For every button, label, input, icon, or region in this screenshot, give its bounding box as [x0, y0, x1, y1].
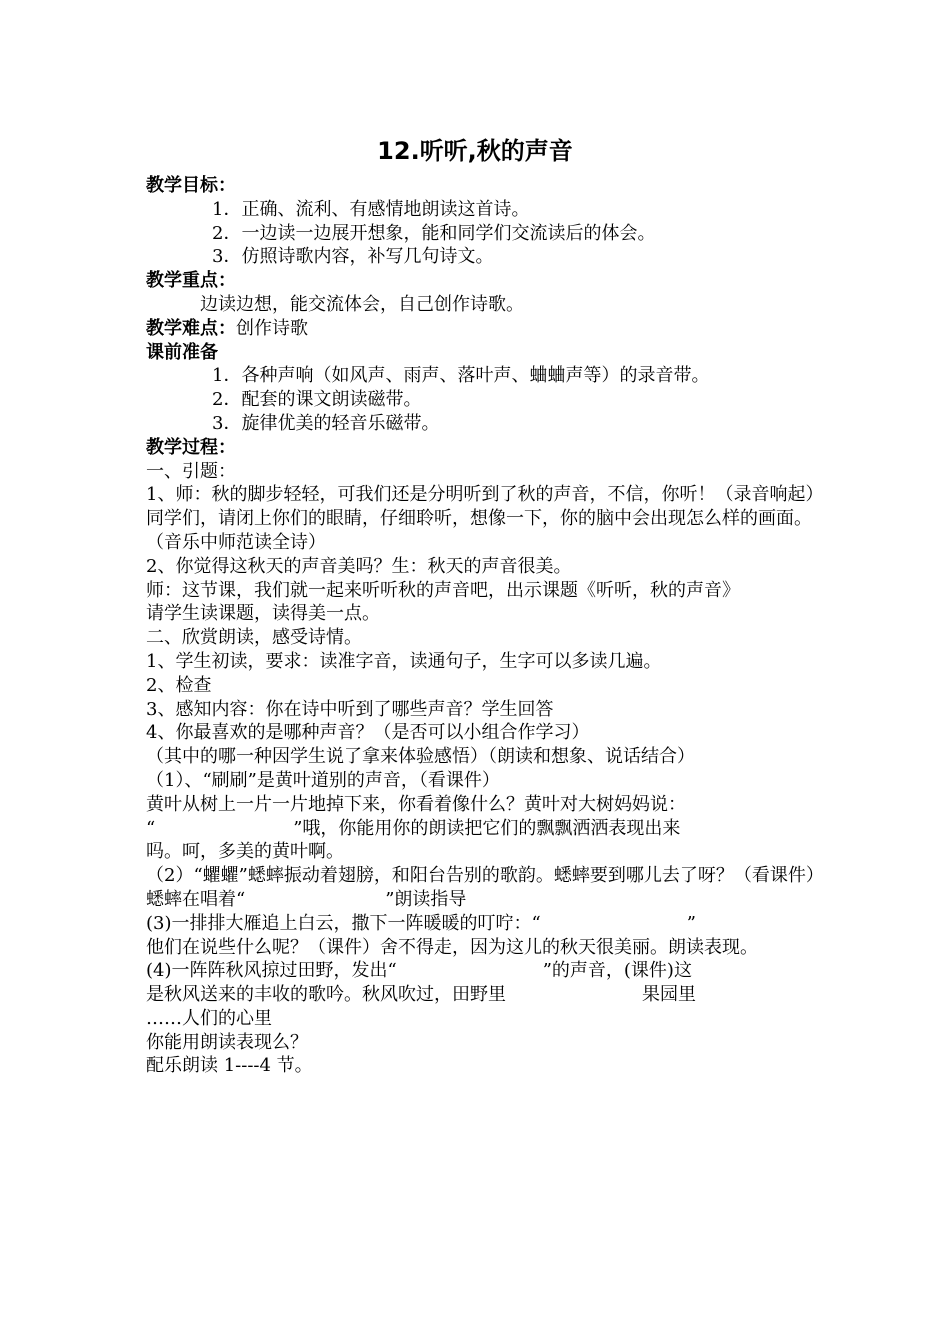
objectives-heading: 教学目标：: [146, 175, 236, 196]
paragraph: 吗。呵，多美的黄叶啊。: [146, 841, 344, 863]
page-title: 12.听听,秋的声音: [377, 137, 573, 165]
paragraph: 配乐朗读 1----4 节。: [146, 1055, 313, 1077]
key-points-heading: 教学重点：: [146, 270, 236, 292]
paragraph: 蟋蟀在唱着“: [146, 888, 246, 910]
paragraph: 果园里: [642, 984, 696, 1006]
paragraph: ”朗读指导: [385, 888, 467, 910]
preparation-item: 2．配套的课文朗读磁带。: [212, 389, 422, 411]
paragraph: 你能用朗读表现么？: [146, 1031, 308, 1053]
objective-item: 2．一边读一边展开想象，能和同学们交流读后的体会。: [212, 222, 656, 244]
process-heading: 教学过程：: [146, 436, 236, 458]
paragraph: （1）、“刷刷”是黄叶道别的声音，（看课件）: [146, 769, 500, 791]
paragraph: ”的声音，(课件)这: [542, 960, 692, 982]
paragraph: 4、你最喜欢的是哪种声音？（是否可以小组合作学习）: [146, 722, 590, 744]
quote-open: “: [146, 817, 156, 839]
quote-close: ”: [686, 912, 696, 934]
paragraph: 请学生读课题，读得美一点。: [146, 603, 380, 625]
document-body: [146, 174, 824, 1078]
paragraph: ……人们的心里: [146, 1007, 272, 1029]
preparation-item: 1．各种声响（如风声、雨声、落叶声、蛐蛐声等）的录音带。: [212, 365, 710, 387]
paragraph: 1、学生初读，要求：读准字音，读通句子，生字可以多读几遍。: [146, 650, 662, 672]
paragraph: 师：这节课，我们就一起来听听秋的声音吧，出示课题《听听，秋的声音》: [146, 579, 740, 601]
paragraph: 2、你觉得这秋天的声音美吗？生：秋天的声音很美。: [146, 555, 572, 577]
paragraph: (3)一排排大雁追上白云，撒下一阵暖暖的叮咛：“: [146, 912, 541, 934]
objective-item: 3．仿照诗歌内容，补写几句诗文。: [212, 246, 494, 268]
paragraph: ”哦，你能用你的朗读把它们的飘飘洒洒表现出来: [293, 817, 681, 839]
paragraph: 他们在说些什么呢？（课件）舍不得走，因为这儿的秋天很美丽。朗读表现。: [146, 936, 758, 958]
difficulty-text: 创作诗歌: [236, 317, 308, 339]
paragraph: （其中的哪一种因学生说了拿来体验感悟）（朗读和想象、说话结合）: [146, 746, 695, 768]
objective-item: 1．正确、流利、有感情地朗读这首诗。: [212, 198, 530, 220]
key-points-text: 边读边想，能交流体会，自己创作诗歌。: [200, 293, 524, 315]
part-heading: 一、引题：: [146, 460, 236, 482]
paragraph: 黄叶从树上一片一片地掉下来，你看着像什么？黄叶对大树妈妈说：: [146, 793, 686, 815]
preparation-heading: 课前准备: [146, 341, 218, 363]
paragraph: 2、检查: [146, 674, 212, 696]
part-heading: 二、欣赏朗读，感受诗情。: [146, 627, 362, 649]
preparation-item: 3．旋律优美的轻音乐磁带。: [212, 412, 440, 434]
paragraph: （2）“蠷蠷”蟋蟀振动着翅膀，和阳台告别的歌韵。蟋蟀要到哪儿去了呀？（看课件）: [146, 865, 824, 887]
difficulty-heading: 教学难点：: [146, 317, 236, 339]
paragraph: 3、感知内容：你在诗中听到了哪些声音？学生回答: [146, 698, 554, 720]
paragraph: 是秋风送来的丰收的歌吟。秋风吹过，田野里: [146, 984, 506, 1006]
paragraph: (4)一阵阵秋风掠过田野，发出“: [146, 960, 397, 982]
paragraph: 1、师：秋的脚步轻轻，可我们还是分明听到了秋的声音，不信，你听！（录音响起）同学们，请闭上你们的眼睛，仔细聆听，想像一下，你的脑中会出现怎么样的画面。（音乐中师范读全诗）: [146, 484, 815, 553]
